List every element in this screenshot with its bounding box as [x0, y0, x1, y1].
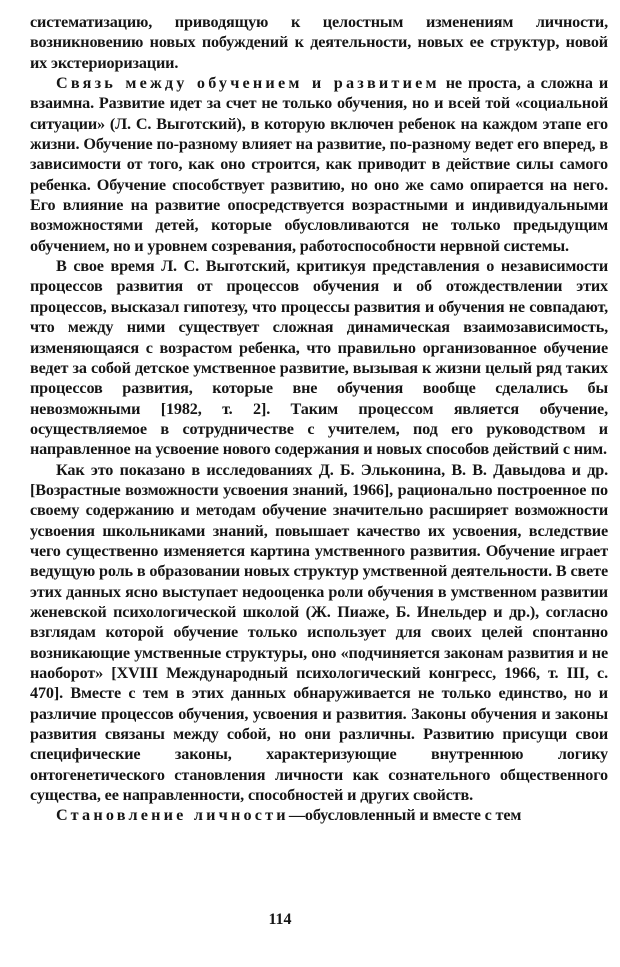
- paragraph-5-text: —обусловленный и вместе с тем: [288, 806, 522, 825]
- page-number: 114: [268, 911, 292, 928]
- paragraph-4: [30, 460, 608, 806]
- paragraph-2: [30, 73, 608, 256]
- paragraph-1-text: систематизацию, приводящую к целостным изменениям личности, возникновению новых побуждений к деятельности, новых ее структур, новой их экстериоризации.: [30, 13, 608, 72]
- paragraph-2-text: не проста, а сложна и взаимна. Развитие идет за счет не только обучения, но и всей той «социальной ситуации» (Л. С. Выготский), в которую включен ребенок на каждом этапе его жизни. Обучение по-разному влияет на развитие, по-разному ведет его вперед, в зависимости от того, как оно строится, как приводит в действие силы самого ребенка. Обучение способствует развитию, но оно же само опирается на него. Его влияние на развитие опосредствуется возрастными и индивидуальными возможностями детей, которые обусловливаются не только предыдущим обучением, но и уровнем созревания, работоспособности нервной системы.: [30, 74, 608, 255]
- paragraph-5-lead: Становление личности: [56, 806, 289, 825]
- paragraph-3-text: В свое время Л. С. Выготский, критикуя представления о независимости процессов развития от процессов обучения и об отождествлении этих процессов, высказал гипотезу, что процессы развития и обучения не совпадают, что между ними существует сложная динамическая взаимозависимость, изменяющаяся с возрастом ребенка, что правильно организованное обучение ведет за собой детское умственное развитие, вызывая к жизни целый ряд таких процессов развития, которые вне обучения вообще сделались бы невозможными [1982, т. 2]. Таким процессом является обучение, осуществляемое в сотрудничестве с учителем, под его руководством и направленное на усвоение нового содержания и новых способов действий с ним.: [30, 257, 608, 459]
- paragraph-2-lead: Связь между обучением и развитием: [56, 74, 440, 93]
- text-body: [30, 12, 608, 826]
- paragraph-5: [30, 805, 608, 825]
- paragraph-4-text: Как это показано в исследованиях Д. Б. Эльконина, В. В. Давыдова и др. [Возрастные возможности усвоения знаний, 1966], рационально построенное по своему содержанию и методам обучение значительно расширяет возможности усвоения школьниками знаний, повышает качество их усвоения, вследствие чего существенно изменяется картина умственного развития. Обучение играет ведущую роль в образовании новых структур умственной деятельности. В свете этих данных ясно выступает недооценка роли обучения в умственном развитии женевской психологической школой (Ж. Пиаже, Б. Инельдер и др.), согласно взглядам которой обучение только использует для своих целей спонтанно возникающие умственные структуры, оно «подчиняется законам развития и не наоборот» [XVIII Международный психологический конгресс, 1966, т. III, с. 470]. Вместе с тем в этих данных обнаруживается не только единство, но и различие процессов обучения, усвоения и развития. Законы обучения и законы развития связаны между собой, но они различны. Развитию присущи свои специфические законы, характеризующие внутреннюю логику онтогенетического становления личности как сознательного общественного существа, ее направленности, способностей и других свойств.: [30, 460, 608, 805]
- paragraph-3: [30, 256, 608, 459]
- paragraph-1: [30, 12, 608, 73]
